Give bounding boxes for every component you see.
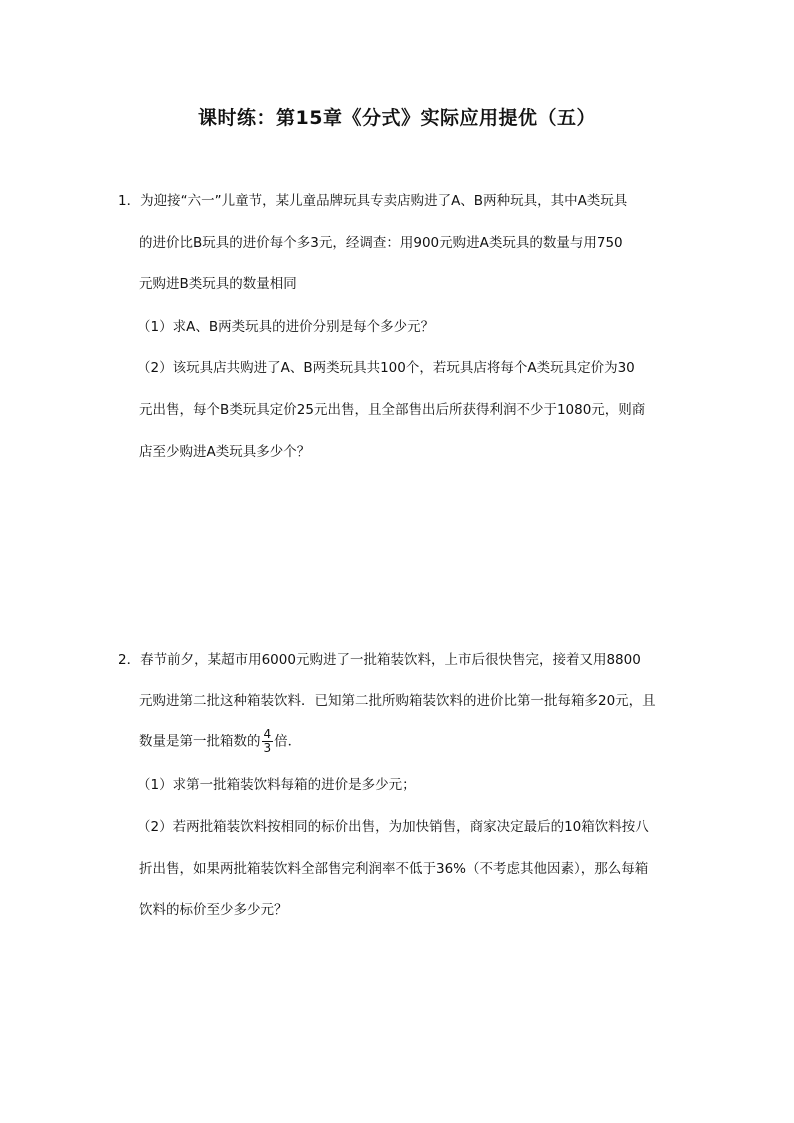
- fraction-line-after: 倍．: [274, 733, 302, 750]
- page-title: 课时练：第15章《分式》实际应用提优（五）: [198, 107, 596, 129]
- problem-2-subquestion-2: （2）若两批箱装饮料按相同的标价出售，为加快销售，商家决定最后的10箱饮料按八: [137, 819, 649, 835]
- fraction-line-before: 数量是第一批箱数的: [139, 733, 261, 750]
- problem-2-line: 2．春节前夕，某超市用6000元购进了一批箱装饮料，上市后很快售完，接着又用8800: [118, 652, 641, 668]
- problem-1-subquestion-1: （1）求A、B两类玩具的进价分别是每个多少元？: [137, 319, 435, 335]
- problem-2-line: 饮料的标价至少多少元？: [139, 902, 288, 918]
- problem-1-line: 1．为迎接“六一”儿童节，某儿童品牌玩具专卖店购进了A、B两种玩具，其中A类玩具: [118, 193, 628, 209]
- fraction-denominator: 3: [263, 741, 272, 755]
- problem-2-subquestion-1: （1）求第一批箱装饮料每箱的进价是多少元；: [137, 777, 416, 793]
- problem-2-line: 折出售，如果两批箱装饮料全部售完利润率不低于36%（不考虑其他因素），那么每箱: [139, 861, 649, 877]
- problem-1-line: 元购进B类玩具的数量相同: [139, 276, 297, 292]
- fraction: [262, 728, 274, 755]
- fraction-numerator: 4: [263, 727, 272, 741]
- problem-2-fraction-line: [139, 728, 301, 755]
- problem-1-line: 的进价比B玩具的进价每个多3元，经调查：用900元购进A类玩具的数量与用750: [139, 235, 623, 251]
- problem-2-line: 元购进第二批这种箱装饮料．已知第二批所购箱装饮料的进价比第一批每箱多20元，且: [139, 693, 656, 709]
- problem-1-subquestion-2: （2）该玩具店共购进了A、B两类玩具共100个，若玩具店将每个A类玩具定价为30: [137, 360, 635, 376]
- problem-1-line: 元出售，每个B类玩具定价25元出售，且全部售出后所获得利润不少于1080元，则商: [139, 402, 646, 418]
- problem-1-line: 店至少购进A类玩具多少个？: [139, 444, 311, 460]
